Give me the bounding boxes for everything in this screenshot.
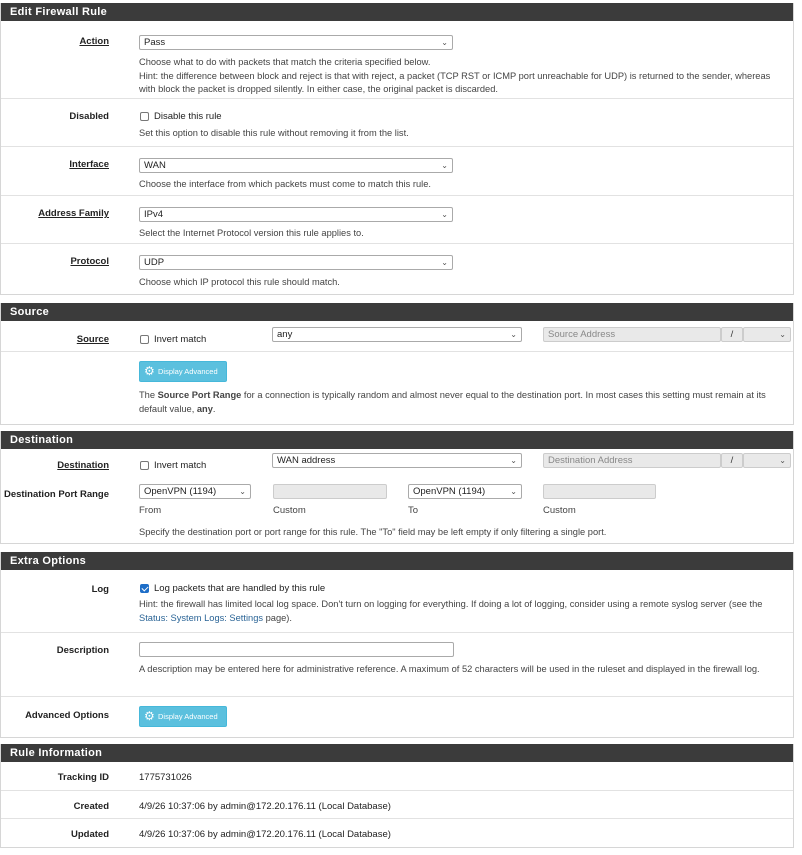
disabled-label: Disabled	[69, 111, 109, 122]
destination-port-help: Specify the destination port or port range for this rule. The "To" field may be left empty if only filtering a single port.	[139, 527, 607, 537]
chevron-down-icon: ⌄	[441, 38, 448, 47]
chevron-down-icon: ⌄	[779, 330, 786, 339]
source-header: Source	[1, 303, 793, 321]
to-caption: To	[408, 505, 419, 516]
source-invert-checkbox[interactable]	[140, 335, 149, 344]
port-from-select[interactable]	[139, 484, 251, 499]
address-family-help: Select the Internet Protocol version this rule applies to.	[139, 228, 364, 238]
action-label: Action	[79, 36, 109, 47]
destination-port-row	[1, 480, 793, 543]
destination-mask-select[interactable]	[743, 453, 791, 468]
created-row	[1, 791, 793, 819]
destination-label: Destination	[57, 460, 109, 471]
address-family-label: Address Family	[38, 208, 109, 219]
disabled-row	[1, 99, 793, 147]
source-help-c: for a connection is typically random and almost never equal to the destination port. In most cases this setting must remain at its default value,	[139, 390, 766, 414]
source-help-b: Source Port Range	[157, 390, 242, 400]
edit-rule-panel	[0, 3, 794, 295]
edit-rule-header: Edit Firewall Rule	[1, 3, 793, 21]
system-logs-settings-link[interactable]: Status: System Logs: Settings	[139, 612, 264, 623]
description-help: A description may be entered here for administrative reference. A maximum of 52 characters will be used in the ruleset and displayed in the firewall log.	[139, 664, 760, 674]
description-input[interactable]	[139, 642, 454, 657]
disabled-help: Set this option to disable this rule without removing it from the list.	[139, 128, 409, 138]
protocol-select-value: UDP	[144, 257, 165, 268]
source-mask-select[interactable]	[743, 327, 791, 342]
action-select-value: Pass	[144, 37, 166, 48]
protocol-label: Protocol	[70, 256, 109, 267]
destination-invert-text: Invert match	[154, 460, 207, 471]
source-panel	[0, 303, 794, 425]
address-family-select[interactable]	[139, 207, 453, 222]
description-row	[1, 633, 793, 697]
source-invert-text: Invert match	[154, 334, 207, 345]
log-row	[1, 570, 793, 633]
disable-rule-text: Disable this rule	[154, 111, 222, 122]
log-help-a: Hint: the firewall has limited local log space. Don't turn on logging for everything. If doing a lot of logging, consider using a remote syslog server (see the	[139, 599, 763, 609]
log-help-b: page).	[263, 612, 292, 623]
log-checkbox[interactable]	[140, 584, 149, 593]
chevron-down-icon: ⌄	[510, 456, 517, 465]
protocol-row	[1, 244, 793, 294]
chevron-down-icon: ⌄	[239, 487, 246, 496]
created-label: Created	[73, 801, 109, 812]
interface-label: Interface	[69, 159, 109, 170]
interface-select[interactable]	[139, 158, 453, 173]
advanced-options-label: Advanced Options	[25, 710, 109, 721]
action-help	[139, 56, 787, 97]
log-checkbox-text: Log packets that are handled by this rule	[154, 583, 326, 594]
chevron-down-icon: ⌄	[441, 161, 448, 170]
source-advanced-row	[1, 352, 793, 424]
port-from-value: OpenVPN (1194)	[144, 486, 217, 497]
destination-address-input[interactable]	[543, 453, 721, 468]
port-to-custom-input[interactable]	[543, 484, 656, 499]
source-display-advanced-label: Display Advanced	[158, 367, 218, 376]
description-label: Description	[56, 645, 109, 656]
protocol-select[interactable]	[139, 255, 453, 270]
source-display-advanced-button[interactable]	[139, 361, 227, 382]
gear-icon: ⚙	[144, 709, 155, 723]
extra-options-panel	[0, 552, 794, 738]
source-address-input[interactable]	[543, 327, 721, 342]
action-row	[1, 21, 793, 99]
destination-row	[1, 449, 793, 480]
custom-caption-1: Custom	[273, 505, 306, 516]
chevron-down-icon: ⌄	[510, 487, 517, 496]
interface-help: Choose the interface from which packets must come to match this rule.	[139, 179, 431, 189]
destination-port-label: Destination Port Range	[3, 489, 109, 500]
port-to-value: OpenVPN (1194)	[413, 486, 486, 497]
source-address-placeholder: Source Address	[548, 329, 616, 340]
source-slash-text: /	[730, 329, 734, 340]
destination-type-value: WAN address	[277, 455, 336, 466]
source-help-a: The	[139, 390, 158, 400]
extra-options-header: Extra Options	[1, 552, 793, 570]
interface-select-value: WAN	[144, 160, 166, 171]
destination-address-placeholder: Destination Address	[548, 455, 633, 466]
log-label: Log	[91, 584, 109, 595]
action-help-line1: Choose what to do with packets that match the criteria specified below.	[139, 57, 431, 67]
chevron-down-icon: ⌄	[441, 258, 448, 267]
destination-slash-text: /	[730, 455, 734, 466]
interface-row	[1, 147, 793, 196]
source-slash	[721, 327, 743, 342]
destination-slash	[721, 453, 743, 468]
protocol-help: Choose which IP protocol this rule should match.	[139, 277, 340, 287]
chevron-down-icon: ⌄	[441, 210, 448, 219]
updated-row	[1, 819, 793, 847]
destination-invert-checkbox[interactable]	[140, 461, 149, 470]
source-help-e: .	[212, 403, 216, 414]
custom-caption-2: Custom	[543, 505, 576, 516]
tracking-row	[1, 762, 793, 791]
log-help	[139, 598, 787, 625]
destination-type-select[interactable]	[272, 453, 522, 468]
advanced-options-row	[1, 697, 793, 737]
address-family-row	[1, 196, 793, 244]
disable-rule-checkbox[interactable]	[140, 112, 149, 121]
port-from-custom-input[interactable]	[273, 484, 387, 499]
source-type-select[interactable]	[272, 327, 522, 342]
port-to-select[interactable]	[408, 484, 522, 499]
source-help	[139, 389, 787, 416]
action-help-line2: Hint: the difference between block and reject is that with reject, a packet (TCP RST or ICMP port unreachable for UDP) is returned to the sender, whereas with block the packet is dropped silently. In either case, the original packet is discarded.	[139, 70, 771, 94]
from-caption: From	[139, 505, 162, 516]
source-type-value: any	[277, 329, 293, 340]
created-value: 4/9/26 10:37:06 by admin@172.20.176.11 (Local Database)	[139, 801, 391, 812]
source-help-d: any	[196, 403, 213, 414]
advanced-display-advanced-button[interactable]	[139, 706, 227, 727]
destination-panel	[0, 431, 794, 544]
chevron-down-icon: ⌄	[510, 330, 517, 339]
gear-icon: ⚙	[144, 364, 155, 378]
updated-value: 4/9/26 10:37:06 by admin@172.20.176.11 (Local Database)	[139, 829, 391, 840]
source-label: Source	[76, 334, 109, 345]
chevron-down-icon: ⌄	[779, 456, 786, 465]
tracking-value: 1775731026	[139, 772, 192, 783]
source-row	[1, 321, 793, 352]
destination-header: Destination	[1, 431, 793, 449]
action-select[interactable]	[139, 35, 453, 50]
address-family-select-value: IPv4	[144, 209, 164, 220]
rule-information-header: Rule Information	[1, 744, 793, 762]
rule-information-panel	[0, 744, 794, 848]
updated-label: Updated	[71, 829, 109, 840]
tracking-label: Tracking ID	[57, 772, 109, 783]
advanced-display-advanced-label: Display Advanced	[158, 712, 218, 721]
